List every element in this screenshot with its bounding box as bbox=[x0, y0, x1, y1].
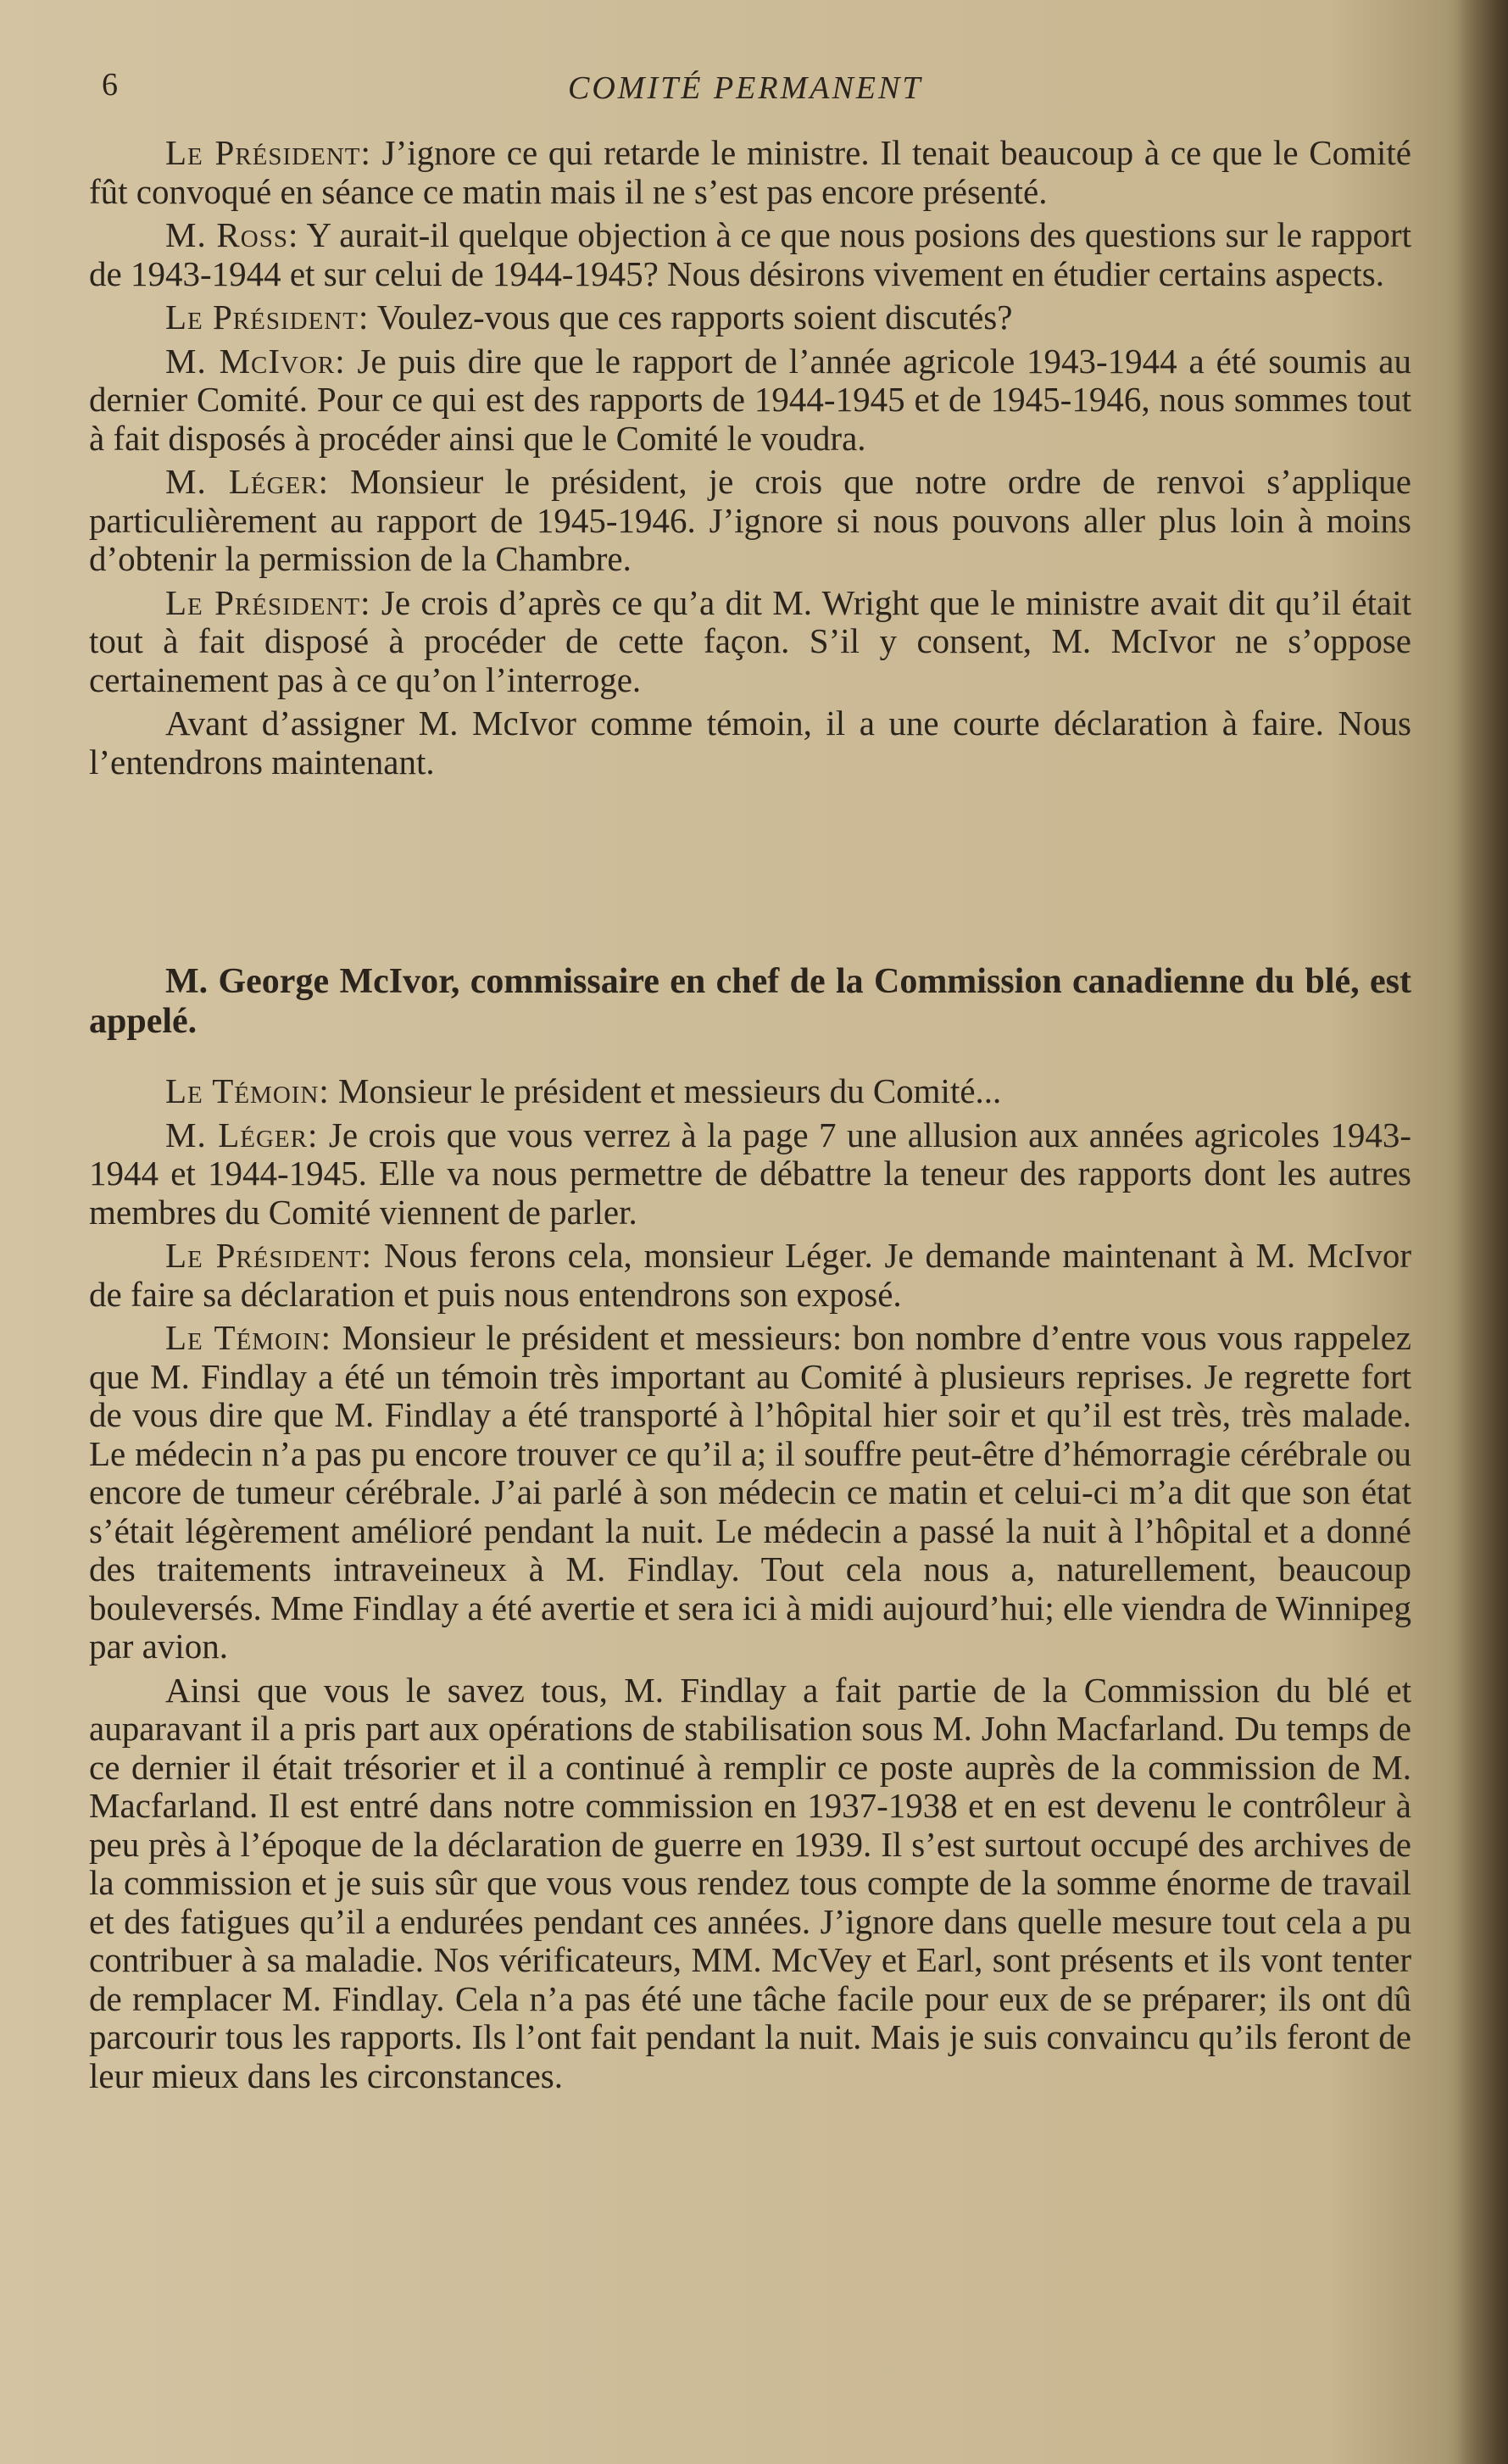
speaker-label: Le Témoin: bbox=[165, 1071, 330, 1110]
paragraph bbox=[89, 298, 1411, 337]
paragraph bbox=[89, 704, 1411, 781]
paragraph bbox=[89, 1116, 1411, 1232]
paragraph bbox=[89, 1237, 1411, 1314]
paragraph bbox=[89, 584, 1411, 700]
paragraph bbox=[89, 216, 1411, 293]
speaker-label: M. Léger: bbox=[165, 1115, 319, 1154]
paragraph-text: Monsieur le président et messieurs: bon nombre d’entre vous vous rappelez que M. Findlay a été un témoin très important au Comité à plusieurs reprises. Je regrette fort de vous dire que M. Findlay a été transporté à l’hôpital hier soir et qu’il est très, très malade. Le médecin n’a pas pu encore trouver ce qu’il a; il souffre peut-être d’hémorragie cérébrale ou encore de tumeur cérébrale. J’ai parlé à son médecin ce matin et celui-ci m’a dit que son état s’était légèrement amélioré pendant la nuit. Le médecin a passé la nuit à l’hôpital et a donné des traitements intraveineux à M. Findlay. Tout cela nous a, naturellement, beaucoup bouleversés. Mme Findlay a été avertie et sera ici à midi aujourd’hui; elle viendra de Winnipeg par avion. bbox=[89, 1318, 1411, 1666]
paragraph-text: Je puis dire que le rapport de l’année agricole 1943-1944 a été soumis au dernier Comité. Pour ce qui est des rapports de 1944-1945 et de 1945-1946, nous sommes tout à fait disposés à procéder ainsi que le Comité le voudra. bbox=[89, 341, 1411, 458]
paragraph bbox=[89, 463, 1411, 579]
paragraph-text: Je crois d’après ce qu’a dit M. Wright que le ministre avait dit qu’il était tout à fait disposé à procéder de cette façon. S’il y consent, M. McIvor ne s’oppose certainement pas à ce qu’on l’interroge. bbox=[89, 582, 1412, 699]
witness-heading: M. George McIvor, commissaire en chef de la Commission canadienne du blé, est appelé. bbox=[89, 962, 1411, 1041]
paragraph-text: Je crois que vous verrez à la page 7 une allusion aux années agricoles 1943-1944 et 1944-1945. Elle va nous permettre de débattre la teneur des rapports dont les autres membres du Comité viennent de parler. bbox=[89, 1115, 1412, 1232]
speaker-label: Le Témoin: bbox=[165, 1318, 332, 1357]
proceedings-bottom bbox=[89, 1072, 1411, 2100]
speaker-label: M. Léger: bbox=[165, 462, 329, 501]
page-header bbox=[93, 66, 1416, 117]
proceedings-top bbox=[89, 134, 1411, 787]
paragraph-text: Voulez-vous que ces rapports soient discutés? bbox=[369, 298, 1013, 337]
paragraph-text: Nous ferons cela, monsieur Léger. Je demande maintenant à M. McIvor de faire sa déclaration et puis nous entendrons son exposé. bbox=[89, 1236, 1411, 1314]
page-spine-shadow bbox=[1457, 0, 1508, 2464]
paragraph bbox=[89, 1072, 1411, 1111]
speaker-label: M. McIvor: bbox=[165, 341, 346, 381]
running-title: COMITÉ PERMANENT bbox=[568, 70, 923, 106]
speaker-label: Le Président: bbox=[165, 1236, 372, 1275]
speaker-label: Le Président: bbox=[165, 298, 370, 337]
paragraph bbox=[89, 1319, 1411, 1666]
paragraph-text: Avant d’assigner M. McIvor comme témoin, il a une courte déclaration à faire. Nous l’entendrons maintenant. bbox=[89, 704, 1411, 781]
page-number: 6 bbox=[102, 67, 118, 103]
paragraph-text: Monsieur le président, je crois que notre ordre de renvoi s’applique particulièrement au rapport de 1945-1946. J’ignore si nous pouvons aller plus loin à moins d’obtenir la permission de la Chambre. bbox=[89, 462, 1411, 578]
paragraph-text: Y aurait-il quelque objection à ce que nous posions des questions sur le rapport de 1943-1944 et sur celui de 1944-1945? Nous désirons vivement en étudier certains aspects. bbox=[89, 215, 1411, 293]
paragraph-text: Ainsi que vous le savez tous, M. Findlay a fait partie de la Commission du blé et auparavant il a pris part aux opérations de stabilisation sous M. John Macfarland. Du temps de ce dernier il était trésorier et il a continué à remplir ce poste auprès de la commission de M. Macfarland. Il est entré dans notre commission en 1937-1938 et en est devenu le contrôleur à peu près à l’époque de la déclaration de guerre en 1939. Il s’est surtout occupé des archives de la commission et je suis sûr que vous vous rendez tous compte de la somme énorme de travail et des fatigues qu’il a endurées pendant ces années. J’ignore dans quelle mesure tout cela a pu contribuer à sa maladie. Nos vérificateurs, MM. McVey et Earl, sont présents et ils vont tenter de remplacer M. Findlay. Cela n’a pas été une tâche facile pour eux de se préparer; ils ont dû parcourir tous les rapports. Ils l’ont fait pendant la nuit. Mais je suis convaincu qu’ils feront de leur mieux dans les circonstances. bbox=[89, 1670, 1411, 2095]
speaker-label: Le Président: bbox=[165, 582, 371, 622]
paragraph bbox=[89, 134, 1411, 211]
speaker-label: M. Ross: bbox=[165, 215, 299, 254]
paragraph bbox=[89, 1671, 1411, 2096]
paragraph-text: J’ignore ce qui retarde le ministre. Il tenait beaucoup à ce que le Comité fût convoqué en séance ce matin mais il ne s’est pas encore présenté. bbox=[89, 133, 1411, 211]
speaker-label: Le Président: bbox=[165, 133, 371, 172]
paragraph-text: Monsieur le président et messieurs du Comité... bbox=[329, 1071, 1002, 1110]
paragraph bbox=[89, 342, 1411, 459]
